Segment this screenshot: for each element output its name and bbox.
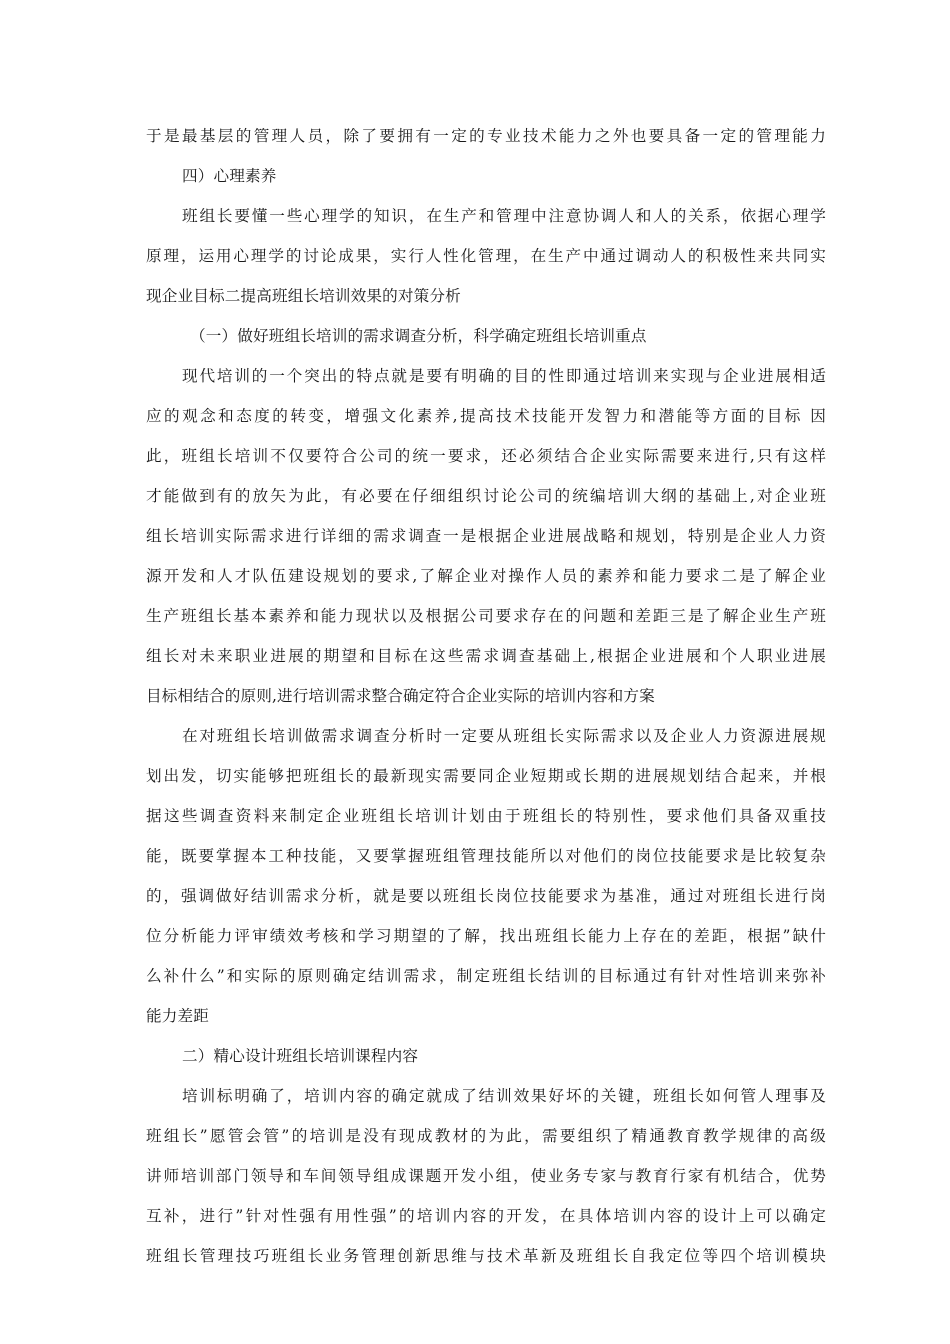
- text-line: 才能做到有的放矢为此，有必要在仔细组织讨论公司的统编培训大纲的基础上,对企业班: [146, 487, 826, 505]
- text-line: 互补，进行”针对性强有用性强”的培训内容的开发，在具体培训内容的设计上可以确定: [146, 1207, 826, 1225]
- text-line: 的，强调做好结训需求分析，就是要以班组长岗位技能要求为基准，通过对班组长进行岗: [146, 887, 826, 905]
- text-line: 原理，运用心理学的讨论成果，实行人性化管理，在生产中通过调动人的积极性来共同实: [146, 247, 826, 265]
- document-page: [146, 116, 826, 1276]
- text-line: 划出发，切实能够把班组长的最新现实需要同企业短期或长期的进展规划结合起来，并根: [146, 767, 826, 785]
- text-line: 据这些调查资料来制定企业班组长培训计划由于班组长的特别性，要求他们具备双重技: [146, 807, 826, 825]
- text-line: 现代培训的一个突出的特点就是要有明确的目的性即通过培训来实现与企业进展相适: [182, 367, 826, 385]
- text-line: 么补什么”和实际的原则确定结训需求，制定班组长结训的目标通过有针对性培训来弥补: [146, 967, 826, 985]
- text-line: 班组长要懂一些心理学的知识，在生产和管理中注意协调人和人的关系，依据心理学: [182, 207, 826, 225]
- text-line: 班组长”愿管会管”的培训是没有现成教材的为此，需要组织了精通教育教学规律的高级: [146, 1127, 826, 1145]
- text-line: 此，班组长培训不仅要符合公司的统一要求，还必须结合企业实际需要来进行,只有这样: [146, 447, 826, 465]
- text-line: 生产班组长基本素养和能力现状以及根据公司要求存在的问题和差距三是了解企业生产班: [146, 607, 826, 625]
- text-line: 位分析能力评审绩效考核和学习期望的了解，找出班组长能力上存在的差距，根据”缺什: [146, 927, 826, 945]
- text-line: 源开发和人才队伍建设规划的要求,了解企业对操作人员的素养和能力要求二是了解企业: [146, 567, 826, 585]
- text-line: 讲师培训部门领导和车间领导组成课题开发小组，使业务专家与教育行家有机结合，优势: [146, 1167, 826, 1185]
- text-line: 组长对未来职业进展的期望和目标在这些需求调查基础上,根据企业进展和个人职业进展: [146, 647, 826, 665]
- text-line: 于是最基层的管理人员，除了要拥有一定的专业技术能力之外也要具备一定的管理能力: [146, 127, 826, 145]
- text-line: 能，既要掌握本工种技能，又要掌握班组管理技能所以对他们的岗位技能要求是比较复杂: [146, 847, 826, 865]
- text-line: 能力差距: [146, 1007, 209, 1025]
- section-heading: 四）心理素养: [182, 167, 277, 185]
- section-heading: 二）精心设计班组长培训课程内容: [182, 1047, 419, 1065]
- text-line: 应的观念和态度的转变，增强文化素养,提高技术技能开发智力和潜能等方面的目标 因: [146, 407, 826, 425]
- text-line: 在对班组长培训做需求调查分析时一定要从班组长实际需求以及企业人力资源进展规: [182, 727, 826, 745]
- text-line: 目标相结合的原则,进行培训需求整合确定符合企业实际的培训内容和方案: [146, 687, 655, 705]
- text-line: 班组长管理技巧班组长业务管理创新思维与技术革新及班组长自我定位等四个培训模块: [146, 1247, 826, 1265]
- text-line: 组长培训实际需求进行详细的需求调查一是根据企业进展战略和规划，特别是企业人力资: [146, 527, 826, 545]
- text-line: 培训标明确了，培训内容的确定就成了结训效果好坏的关键，班组长如何管人理事及: [182, 1087, 826, 1105]
- text-line: 现企业目标二提高班组长培训效果的对策分析: [146, 287, 461, 305]
- section-heading: （一）做好班组长培训的需求调查分析，科学确定班组长培训重点: [190, 327, 647, 345]
